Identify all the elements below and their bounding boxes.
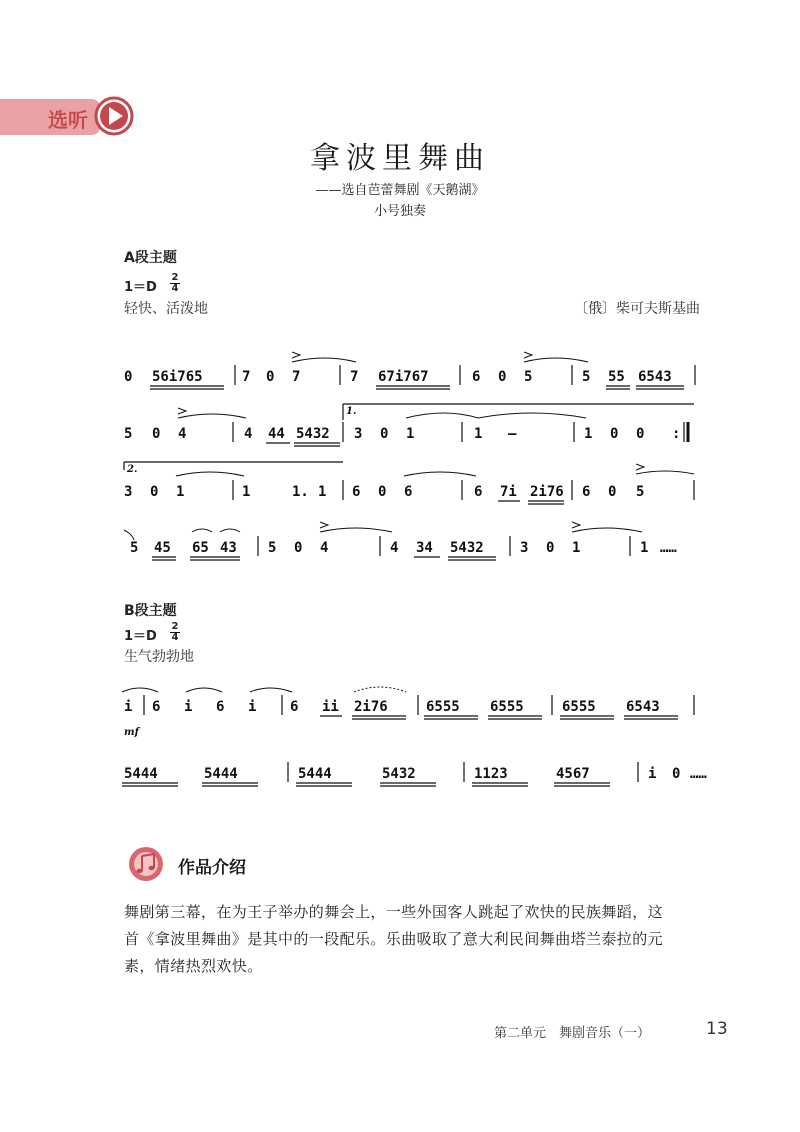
svg-text:6: 6 — [472, 369, 481, 385]
svg-text:5432: 5432 — [382, 766, 416, 782]
section-b-key: 1＝D — [124, 629, 157, 644]
svg-text:i: i — [124, 699, 133, 715]
svg-text:0: 0 — [546, 540, 555, 556]
svg-text:1: 1 — [584, 426, 593, 442]
svg-text:0: 0 — [380, 426, 389, 442]
footer-unit: 第二单元 舞剧音乐（一） — [493, 1026, 650, 1041]
intro-line: 舞剧第三幕，在为王子举办的舞会上，一些外国客人跳起了欢快的民族舞蹈，这 — [124, 903, 664, 921]
section-a-heading: A段主题 — [124, 250, 177, 266]
section-a-line-1 — [124, 352, 695, 389]
svg-text:65: 65 — [192, 540, 209, 556]
svg-text:1123: 1123 — [474, 766, 508, 782]
section-b-line-2 — [122, 762, 707, 786]
svg-text:1: 1 — [572, 540, 581, 556]
svg-text:34: 34 — [416, 540, 433, 556]
svg-text:0: 0 — [266, 369, 275, 385]
svg-text:67i767: 67i767 — [378, 369, 429, 385]
svg-text:1: 1 — [406, 426, 415, 442]
svg-text:2i76: 2i76 — [354, 699, 388, 715]
svg-text:1: 1 — [176, 484, 185, 500]
intro-line: 素，情绪热烈欢快。 — [124, 957, 263, 975]
svg-text:3: 3 — [520, 540, 529, 556]
svg-text:6555: 6555 — [490, 699, 524, 715]
svg-text:55: 55 — [608, 369, 625, 385]
svg-text:5: 5 — [524, 369, 533, 385]
svg-text:ii: ii — [322, 699, 339, 715]
svg-text:45: 45 — [154, 540, 171, 556]
svg-text:6543: 6543 — [638, 369, 672, 385]
svg-text:6555: 6555 — [426, 699, 460, 715]
section-a-time-signature: 2 4 — [171, 272, 179, 294]
section-a-tempo: 轻快、活泼地 — [124, 301, 208, 317]
svg-text:5: 5 — [124, 426, 133, 442]
svg-text:6543: 6543 — [626, 699, 660, 715]
intro-title: 作品介绍 — [178, 858, 246, 878]
page-number: 13 — [706, 1019, 728, 1039]
svg-text:5: 5 — [268, 540, 277, 556]
svg-text:4567: 4567 — [556, 766, 590, 782]
ending-2: 2. — [127, 464, 138, 475]
svg-text:56i765: 56i765 — [152, 369, 203, 385]
svg-text:6: 6 — [352, 484, 361, 500]
svg-text:4: 4 — [390, 540, 399, 556]
svg-text:6: 6 — [582, 484, 591, 500]
svg-text:3: 3 — [354, 426, 363, 442]
tab-label: 选听 — [48, 108, 88, 132]
instrument: 小号独奏 — [373, 204, 426, 219]
svg-text:0: 0 — [152, 426, 161, 442]
intro-line: 首《拿波里舞曲》是其中的一段配乐。乐曲吸取了意大利民间舞曲塔兰泰拉的元 — [124, 930, 664, 948]
section-a-line-4 — [124, 522, 677, 560]
svg-text:0: 0 — [608, 484, 617, 500]
svg-text:1: 1 — [318, 484, 327, 500]
dynamic-mark: mf — [124, 727, 139, 738]
music-note-icon — [128, 846, 164, 882]
intro-text — [124, 899, 702, 980]
svg-text:4: 4 — [244, 426, 253, 442]
section-a-line-3 — [124, 462, 694, 504]
svg-text:6: 6 — [474, 484, 483, 500]
section-a-line-2 — [124, 404, 694, 446]
svg-text:5: 5 — [130, 540, 139, 556]
svg-text:4: 4 — [178, 426, 187, 442]
section-b-heading: B段主题 — [124, 603, 177, 619]
svg-text:3: 3 — [124, 484, 133, 500]
svg-text:5: 5 — [582, 369, 591, 385]
svg-text:7: 7 — [242, 369, 251, 385]
svg-text:44: 44 — [268, 426, 285, 442]
section-b-time-signature: 2 4 — [171, 621, 179, 643]
svg-text:6: 6 — [152, 699, 161, 715]
svg-text:2i76: 2i76 — [530, 484, 564, 500]
svg-text:0: 0 — [498, 369, 507, 385]
section-a-key: 1＝D — [124, 280, 157, 295]
svg-text:0: 0 — [610, 426, 619, 442]
svg-text:6: 6 — [216, 699, 225, 715]
ending-1: 1. — [346, 406, 357, 417]
svg-text:5432: 5432 — [450, 540, 484, 556]
svg-text:1: 1 — [640, 540, 649, 556]
section-b-tempo: 生气勃勃地 — [124, 649, 194, 665]
svg-text:0: 0 — [124, 369, 133, 385]
svg-text:0: 0 — [378, 484, 387, 500]
svg-text:1.: 1. — [292, 484, 309, 500]
svg-text::: : — [672, 426, 681, 442]
svg-text:7: 7 — [292, 369, 301, 385]
svg-text:7i: 7i — [500, 484, 517, 500]
svg-text:6: 6 — [404, 484, 413, 500]
svg-text:5444: 5444 — [204, 766, 238, 782]
svg-text:5: 5 — [636, 484, 645, 500]
svg-text:6: 6 — [290, 699, 299, 715]
subtitle: ——选自芭蕾舞剧《天鹅湖》 — [315, 183, 485, 198]
svg-text:0: 0 — [150, 484, 159, 500]
svg-text:43: 43 — [220, 540, 237, 556]
svg-text:5444: 5444 — [124, 766, 158, 782]
svg-text:5444: 5444 — [298, 766, 332, 782]
svg-text:0: 0 — [672, 766, 681, 782]
svg-text:4: 4 — [320, 540, 329, 556]
svg-text:i: i — [248, 699, 257, 715]
svg-text:7: 7 — [350, 369, 359, 385]
svg-text:5432: 5432 — [296, 426, 330, 442]
section-b-line-1 — [122, 687, 694, 738]
svg-text:–: – — [508, 426, 517, 442]
svg-text:6555: 6555 — [562, 699, 596, 715]
svg-text:1: 1 — [242, 484, 251, 500]
svg-text:……: …… — [690, 766, 707, 782]
composer: 〔俄〕柴可夫斯基曲 — [574, 301, 700, 317]
svg-text:……: …… — [660, 540, 677, 556]
page-title: 拿波里舞曲 — [310, 141, 490, 176]
svg-text:i: i — [648, 766, 657, 782]
svg-text:i: i — [184, 699, 193, 715]
svg-text:0: 0 — [294, 540, 303, 556]
svg-text:0: 0 — [636, 426, 645, 442]
svg-text:1: 1 — [474, 426, 483, 442]
